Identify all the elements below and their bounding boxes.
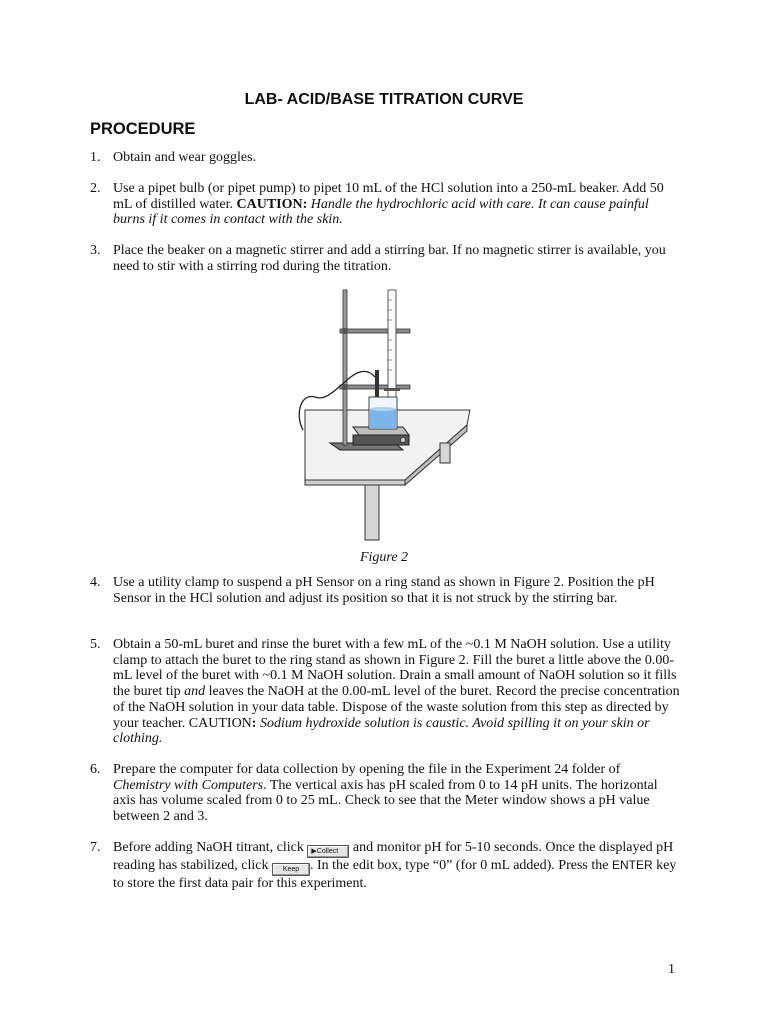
keep-button-image: Keep — [272, 863, 310, 876]
emphasis-text: and — [184, 684, 206, 700]
procedure-step-4 — [90, 575, 680, 606]
table-leg — [365, 485, 379, 540]
page-number: 1 — [668, 962, 675, 977]
utility-clamp-upper — [340, 329, 410, 333]
enter-key-label: ENTER — [611, 858, 653, 872]
step-number: 3. — [90, 243, 101, 258]
step-text-end: key to store the first data pair for this experiment. — [113, 858, 677, 891]
caution-label: CAUTION: — [236, 196, 308, 212]
procedure-step-6 — [90, 762, 680, 825]
ring-stand-rod — [343, 290, 347, 445]
caution-text: Sodium hydroxide solution is caustic. Avoid spilling it on your skin or clothing. — [113, 715, 650, 747]
step-text: Use a utility clamp to suspend a pH Sensor on a ring stand as shown in Figure 2. Position the pH Sensor in the HCl solution and adjust its position so that it is not struck by the stirring bar. — [113, 575, 655, 606]
step-text: Obtain and wear goggles. — [113, 150, 257, 165]
figure-caption: Figure 2 — [359, 550, 409, 565]
buret — [388, 290, 396, 400]
step-number: 5. — [90, 637, 101, 652]
step-text-continued-2: . In the edit box, type “0” (for 0 mL added). Press the — [310, 858, 612, 873]
book-title: Chemistry with Computers — [113, 777, 264, 793]
step-number: 4. — [90, 575, 101, 590]
step-text-continued: leaves the NaOH at the 0.00-mL level of the buret. Record the precise concentration of the NaOH solution in your data table. Dispose of the waste solution from this step as directed by your teacher. CAUTION — [113, 684, 680, 731]
procedure-step-2 — [90, 181, 680, 228]
step-text-continued: . The vertical axis has pH scaled from 0 to 14 pH units. The horizontal axis has volume scaled from 0 to 25 mL. Check to see that the Meter window shows a pH value between 2 and 3. — [113, 777, 658, 825]
step-text-continued: and monitor pH for 5-10 seconds. Once the displayed pH reading has stabilized, click — [113, 840, 674, 873]
procedure-step-5 — [90, 637, 680, 747]
titration-apparatus-figure — [295, 285, 475, 545]
step-number: 7. — [90, 840, 101, 855]
procedure-step-3 — [90, 243, 680, 274]
caution-colon: : — [251, 715, 257, 731]
section-heading: PROCEDURE — [90, 120, 196, 138]
step-number: 6. — [90, 762, 101, 777]
procedure-step-7 — [90, 840, 680, 892]
document-title: LAB- ACID/BASE TITRATION CURVE — [244, 91, 524, 108]
procedure-step-1 — [90, 150, 680, 166]
step-text: Prepare the computer for data collection by opening the file in the Experiment 24 folder of — [113, 762, 621, 777]
collect-button-image: ▶Collect — [307, 845, 349, 858]
step-number: 1. — [90, 150, 101, 165]
step-text: Before adding NaOH titrant, click — [113, 840, 308, 855]
step-number: 2. — [90, 181, 101, 196]
step-text: Obtain a 50-mL buret and rinse the buret with a few mL of the ~0.1 M NaOH solution. Use a utility clamp to attach the buret to the ring stand as shown in Figure 2. Fill the buret a little above the 0.00-mL level of the buret with ~0.1 M NaOH solution. Drain a small amount of NaOH solution so it fills the buret tip — [113, 637, 677, 700]
step-text: Use a pipet bulb (or pipet pump) to pipet 10 mL of the HCl solution into a 250-mL beaker. Add 50 mL of distilled water. — [113, 181, 664, 212]
table-leg-back — [440, 443, 450, 463]
hcl-solution — [370, 409, 396, 428]
caution-text: Handle the hydrochloric acid with care. It can cause painful burns if it comes in contact with the skin. — [113, 196, 649, 228]
step-text: Place the beaker on a magnetic stirrer and add a stirring bar. If no magnetic stirrer is available, you need to stir with a stirring rod during the titration. — [113, 243, 666, 274]
